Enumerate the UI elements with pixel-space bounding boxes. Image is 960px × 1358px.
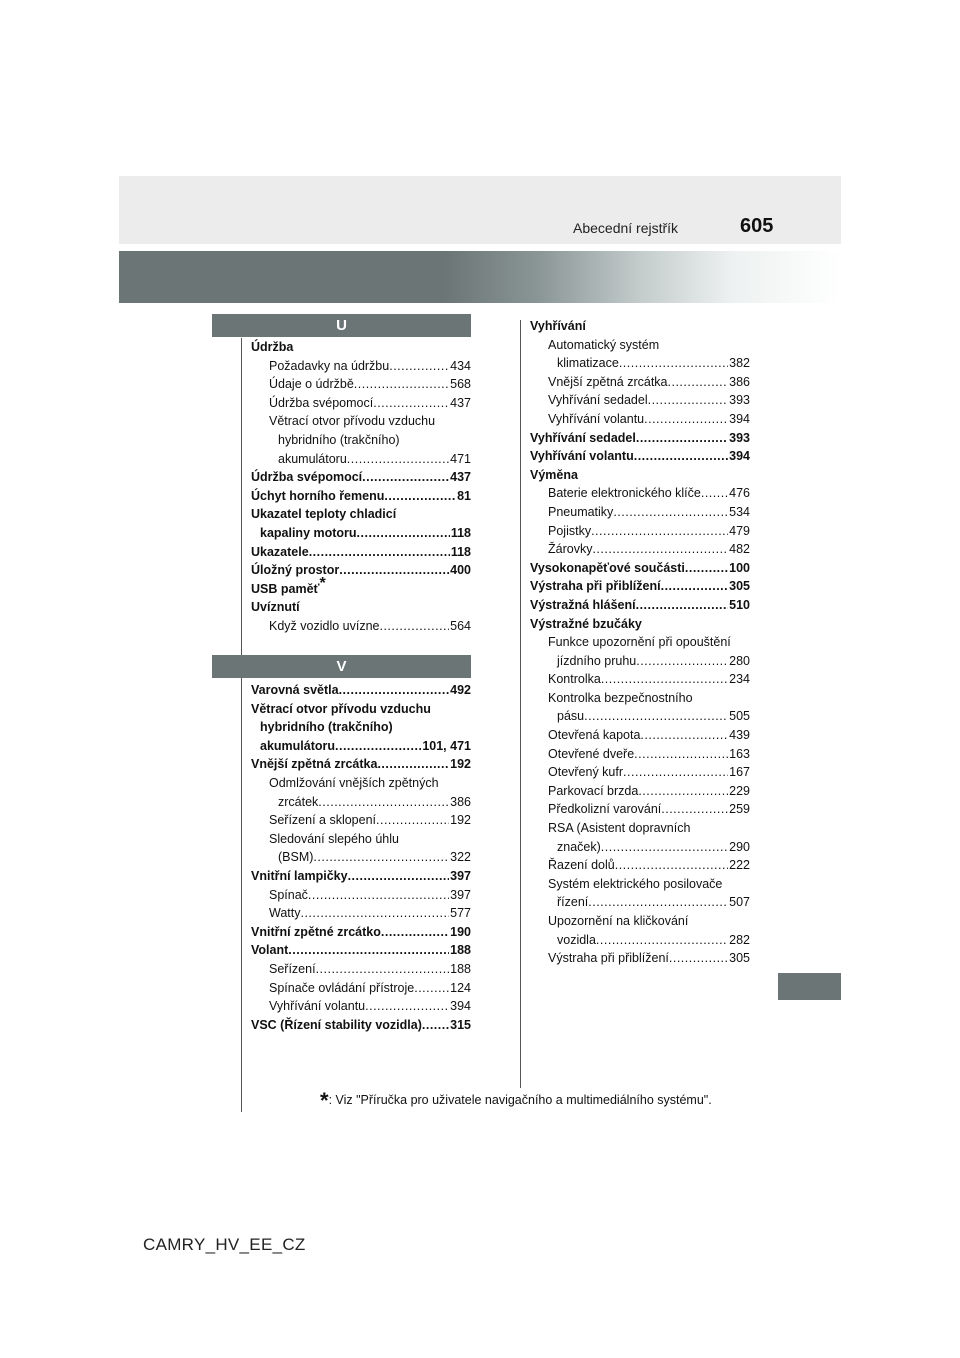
index-entry — [251, 737, 471, 756]
entry-term: Vyhřívání volantu — [530, 449, 634, 464]
entry-term: Spínače ovládání přístroje — [269, 980, 415, 995]
dot-leader — [661, 800, 728, 819]
index-entry — [251, 700, 471, 719]
entry-page-number: 393 — [729, 393, 750, 408]
entry-term: Vyhřívání volantu — [548, 411, 645, 426]
entry-term: Automatický systém — [548, 337, 660, 352]
entry-page-number: 437 — [450, 470, 471, 485]
index-entry — [251, 941, 471, 960]
dot-leader — [339, 561, 449, 580]
dot-leader — [640, 726, 728, 745]
index-entry — [251, 867, 471, 886]
index-entry — [251, 830, 471, 849]
entry-term: značek) — [557, 839, 601, 854]
left-column-rule — [241, 338, 242, 1112]
dot-leader — [669, 949, 728, 968]
index-entry — [530, 410, 750, 429]
entry-term: Údržba svépomocí — [251, 470, 363, 485]
entry-term: Větrací otvor přívodu vzduchu — [251, 701, 431, 716]
entry-term: hybridního (trakčního) — [260, 720, 393, 735]
dot-leader — [636, 652, 728, 671]
entry-page-number: 280 — [729, 653, 750, 668]
dot-leader — [354, 375, 449, 394]
entry-page-number: 315 — [450, 1017, 471, 1032]
entry-page-number: 394 — [729, 411, 750, 426]
entry-page-number: 482 — [729, 542, 750, 557]
dot-leader — [636, 429, 728, 448]
dot-leader — [389, 357, 449, 376]
entry-term: Ukazatele — [251, 544, 309, 559]
index-entry — [530, 707, 750, 726]
entry-term: Výstražná hlášení — [530, 597, 636, 612]
entry-page-number: 305 — [729, 951, 750, 966]
entry-page-number: 290 — [729, 839, 750, 854]
entry-term: Výměna — [530, 467, 578, 482]
section-header-v: V — [212, 655, 471, 678]
dot-leader — [414, 979, 449, 998]
index-entry — [530, 875, 750, 894]
entry-page-number: 229 — [729, 783, 750, 798]
entry-term: Požadavky na údržbu — [269, 358, 390, 373]
entry-term: Watty — [269, 906, 301, 921]
entry-page-number: 163 — [729, 746, 750, 761]
section-header-u: U — [212, 314, 471, 337]
index-entry — [251, 505, 471, 524]
entry-term: zrcátek — [278, 794, 319, 809]
entry-page-number: 534 — [729, 504, 750, 519]
entry-term: Vnitřní lampičky — [251, 868, 348, 883]
dot-leader — [381, 923, 449, 942]
entry-page-number: 397 — [450, 887, 471, 902]
entry-term: Vyhřívání volantu — [269, 999, 366, 1014]
entry-term: Upozornění na kličkování — [548, 914, 689, 928]
index-entry — [530, 893, 750, 912]
index-entry — [251, 848, 471, 867]
index-entry — [251, 997, 471, 1016]
entry-term: Parkovací brzda — [548, 783, 639, 798]
entry-page-number: 492 — [450, 683, 471, 697]
entry-page-number: 386 — [729, 374, 750, 389]
entry-page-number: 188 — [450, 943, 471, 958]
entry-term: Kontrolka — [548, 672, 601, 687]
footnote-text: : Viz "Příručka pro uživatele navigačního a multimediálního systému". — [328, 1093, 712, 1107]
entry-term: pásu — [557, 709, 585, 724]
index-list-u — [251, 338, 471, 636]
side-thumb-tab — [778, 973, 841, 1000]
entry-page-number: 192 — [450, 757, 471, 772]
entry-term: jízdního pruhu — [557, 653, 637, 668]
entry-term: Výstražné bzučáky — [530, 616, 642, 631]
entry-term: Otevřená kapota — [548, 728, 641, 743]
page-number: 605 — [740, 215, 774, 237]
entry-page-number: 394 — [729, 449, 750, 464]
footnote-marker: * — [320, 1088, 329, 1113]
index-entry — [251, 755, 471, 774]
index-entry — [530, 466, 750, 485]
entry-term: Vnější zpětná zrcátka — [548, 374, 668, 389]
footnote-star: * — [319, 574, 326, 592]
dot-leader — [634, 447, 728, 466]
entry-term: Uvíznutí — [251, 600, 300, 615]
entry-page-number: 190 — [450, 924, 471, 939]
entry-term: Sledování slepého úhlu — [269, 831, 399, 846]
entry-term: kapaliny motoru — [260, 525, 357, 540]
index-entry — [530, 354, 750, 373]
entry-page-number: 437 — [450, 395, 471, 410]
entry-term: Údaje o údržbě — [269, 377, 354, 392]
index-entry — [251, 412, 471, 431]
index-entry — [530, 856, 750, 875]
index-entry — [251, 338, 471, 357]
index-entry — [251, 394, 471, 413]
index-entry — [251, 468, 471, 487]
entry-term: Úložný prostor — [251, 563, 340, 578]
entry-term: Vysokonapěťové součásti — [530, 560, 685, 575]
footnote — [320, 1088, 712, 1114]
index-entry — [251, 617, 471, 636]
entry-term: akumulátoru — [260, 738, 336, 753]
entry-page-number: 167 — [729, 765, 750, 780]
dot-leader — [613, 503, 728, 522]
index-entry — [530, 838, 750, 857]
index-entry — [530, 447, 750, 466]
index-entry — [530, 484, 750, 503]
dot-leader — [592, 540, 728, 559]
index-entry — [251, 793, 471, 812]
dot-leader — [636, 596, 729, 615]
index-entry — [530, 559, 750, 578]
dot-leader — [339, 681, 450, 700]
model-code: CAMRY_HV_EE_CZ — [143, 1235, 306, 1254]
column-divider — [520, 320, 521, 1088]
index-entry — [251, 681, 471, 700]
entry-page-number: 124 — [450, 980, 471, 995]
index-list-v — [251, 681, 471, 1034]
entry-term: Vnitřní zpětné zrcátko — [251, 924, 381, 939]
entry-term: Otevřený kufr — [548, 765, 624, 780]
entry-page-number: 259 — [729, 802, 750, 817]
index-entry — [530, 726, 750, 745]
entry-term: Větrací otvor přívodu vzduchu — [269, 414, 436, 429]
index-entry — [251, 431, 471, 450]
index-entry — [251, 904, 471, 923]
entry-page-number: 222 — [729, 858, 750, 873]
entry-term: Baterie elektronického klíče — [548, 486, 701, 501]
index-entry — [530, 800, 750, 819]
index-entry — [530, 503, 750, 522]
index-entry — [251, 774, 471, 793]
entry-term: Vyhřívání sedadel — [530, 430, 636, 445]
index-entry — [251, 357, 471, 376]
dot-leader — [668, 373, 729, 392]
dot-leader — [300, 904, 449, 923]
dot-leader — [634, 745, 728, 764]
entry-page-number: 510 — [729, 597, 750, 612]
index-entry — [530, 912, 750, 931]
entry-page-number: 568 — [450, 377, 471, 392]
entry-term: hybridního (trakčního) — [278, 432, 400, 447]
index-entry — [530, 373, 750, 392]
index-entry — [530, 819, 750, 838]
entry-page-number: 100 — [729, 560, 750, 575]
index-entry — [530, 689, 750, 708]
entry-term: Ukazatel teploty chladicí — [251, 507, 397, 522]
entry-term: Výstraha při přiblížení — [530, 579, 661, 594]
entry-term: Vnější zpětná zrcátka — [251, 757, 378, 772]
dot-leader — [347, 450, 449, 469]
dot-leader — [377, 755, 449, 774]
index-entry — [251, 574, 471, 599]
dot-leader — [422, 1016, 449, 1035]
entry-term: Řazení dolů — [548, 858, 615, 873]
index-entry — [251, 886, 471, 905]
dot-leader — [384, 487, 456, 506]
entry-page-number: 101, 471 — [422, 738, 471, 753]
dot-leader — [638, 782, 728, 801]
entry-term: Pneumatiky — [548, 504, 614, 519]
entry-term: Systém elektrického posilovače — [548, 876, 723, 891]
dot-leader — [685, 559, 728, 578]
entry-term: Varovná světla — [251, 683, 339, 697]
dot-leader — [584, 707, 728, 726]
entry-page-number: 305 — [729, 579, 750, 594]
entry-term: Údržba — [251, 340, 294, 354]
dot-leader — [373, 394, 449, 413]
entry-page-number: 282 — [729, 932, 750, 947]
entry-term: Když vozidlo uvízne — [269, 618, 380, 633]
dot-leader — [644, 410, 728, 429]
dot-leader — [619, 354, 728, 373]
entry-page-number: 394 — [450, 999, 471, 1014]
entry-page-number: 81 — [457, 488, 471, 503]
index-entry — [251, 979, 471, 998]
entry-page-number: 393 — [729, 430, 750, 445]
entry-term: Volant — [251, 943, 289, 958]
index-entry — [530, 317, 750, 336]
entry-page-number: 400 — [450, 563, 471, 578]
entry-term: Pojistky — [548, 523, 592, 538]
entry-page-number: 382 — [729, 356, 750, 371]
dot-leader — [365, 997, 449, 1016]
entry-term: VSC (Řízení stability vozidla) — [251, 1017, 422, 1032]
entry-term: Seřízení a sklopení — [269, 813, 377, 828]
entry-page-number: 397 — [450, 868, 471, 883]
entry-page-number: 434 — [450, 358, 471, 373]
entry-term: Otevřené dveře — [548, 746, 635, 761]
index-list-right — [530, 317, 750, 968]
entry-term: USB paměť — [251, 581, 320, 596]
entry-term: Seřízení — [269, 961, 316, 976]
entry-term: akumulátoru — [278, 451, 347, 466]
decorative-gradient-band — [119, 251, 841, 303]
dot-leader — [591, 522, 728, 541]
dot-leader — [357, 524, 450, 543]
dot-leader — [313, 848, 449, 867]
dot-leader — [379, 617, 449, 636]
entry-term: Spínač — [269, 887, 308, 902]
index-entry — [251, 718, 471, 737]
index-entry — [251, 450, 471, 469]
entry-page-number: 476 — [729, 486, 750, 501]
entry-term: Kontrolka bezpečnostního — [548, 690, 693, 705]
entry-page-number: 479 — [729, 523, 750, 538]
entry-page-number: 234 — [729, 672, 750, 687]
index-entry — [251, 524, 471, 543]
index-entry — [251, 923, 471, 942]
entry-term: Úchyt horního řemenu — [251, 488, 385, 503]
index-entry — [530, 391, 750, 410]
entry-term: Žárovky — [548, 542, 593, 557]
dot-leader — [648, 391, 729, 410]
index-entry — [530, 633, 750, 652]
dot-leader — [623, 763, 728, 782]
entry-page-number: 386 — [450, 794, 471, 809]
dot-leader — [601, 838, 728, 857]
index-entry — [251, 487, 471, 506]
entry-page-number: 322 — [450, 850, 471, 865]
entry-term: RSA (Asistent dopravních — [548, 821, 691, 836]
entry-term: (BSM) — [278, 850, 314, 865]
entry-term: klimatizace — [557, 356, 619, 371]
entry-term: Předkolizní varování — [548, 802, 662, 817]
header-title: Abecední rejstřík — [573, 220, 679, 236]
index-entry — [251, 1016, 471, 1035]
index-entry — [530, 782, 750, 801]
entry-term: Výstraha při přiblížení — [548, 951, 669, 966]
entry-page-number: 505 — [729, 709, 750, 724]
dot-leader — [308, 886, 449, 905]
index-entry — [530, 745, 750, 764]
dot-leader — [376, 811, 449, 830]
entry-term: Vyhřívání sedadel — [548, 393, 648, 408]
index-entry — [530, 429, 750, 448]
entry-term: řízení — [557, 895, 589, 910]
dot-leader — [701, 484, 728, 503]
entry-term: Funkce upozornění při opouštění — [548, 635, 731, 650]
index-entry — [530, 522, 750, 541]
dot-leader — [335, 737, 421, 756]
index-entry — [530, 577, 750, 596]
entry-page-number: 507 — [729, 895, 750, 910]
index-entry — [530, 949, 750, 968]
index-entry — [251, 561, 471, 580]
index-entry — [530, 540, 750, 559]
index-entry — [251, 598, 471, 617]
entry-term: Vyhřívání — [530, 319, 586, 333]
dot-leader — [601, 670, 728, 689]
index-entry — [530, 336, 750, 355]
dot-leader — [661, 577, 729, 596]
dot-leader — [288, 941, 449, 960]
dot-leader — [588, 893, 728, 912]
dot-leader — [316, 960, 450, 979]
entry-term: vozidla — [557, 932, 596, 947]
header-bar — [119, 176, 841, 244]
entry-page-number: 564 — [450, 618, 471, 633]
entry-page-number: 188 — [450, 961, 471, 976]
index-entry — [530, 652, 750, 671]
index-entry — [251, 811, 471, 830]
index-entry — [530, 931, 750, 950]
entry-page-number: 471 — [450, 451, 471, 466]
index-entry — [251, 543, 471, 562]
dot-leader — [309, 543, 450, 562]
entry-page-number: 118 — [450, 544, 471, 559]
dot-leader — [348, 867, 450, 886]
entry-page-number: 118 — [450, 525, 471, 540]
entry-page-number: 439 — [729, 728, 750, 743]
index-entry — [530, 615, 750, 634]
index-entry — [251, 375, 471, 394]
index-entry — [530, 596, 750, 615]
entry-term: Odmlžování vnějších zpětných — [269, 775, 439, 790]
entry-page-number: 577 — [450, 906, 471, 921]
dot-leader — [596, 931, 728, 950]
entry-page-number: 192 — [450, 813, 471, 828]
index-entry — [530, 763, 750, 782]
index-entry — [530, 670, 750, 689]
index-entry — [251, 960, 471, 979]
dot-leader — [362, 468, 449, 487]
dot-leader — [318, 793, 449, 812]
entry-term: Údržba svépomocí — [269, 395, 374, 410]
dot-leader — [615, 856, 728, 875]
